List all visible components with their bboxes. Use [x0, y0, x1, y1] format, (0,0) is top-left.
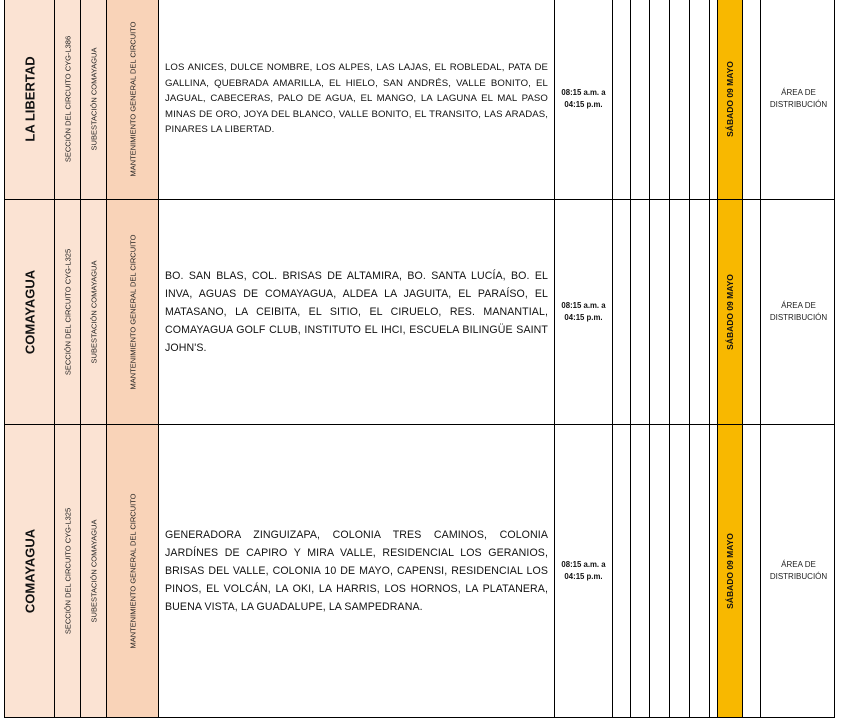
- zones-cell: [159, 425, 555, 717]
- zones-cell: [159, 200, 555, 424]
- table-row: [4, 199, 835, 425]
- date-label: SÁBADO 09 MAYO: [725, 274, 735, 350]
- blank-cell: [670, 0, 690, 199]
- section-cell: [55, 425, 81, 717]
- blank-cell: [743, 200, 761, 424]
- blank-cell: [690, 200, 710, 424]
- blank-cell: [710, 0, 718, 199]
- time-start: 08:15 a.m. a: [561, 560, 606, 569]
- department-cell: [5, 200, 55, 424]
- date-cell: [718, 0, 743, 199]
- area-line2: DISTRIBUCIÓN: [769, 572, 828, 581]
- area-cell: [761, 200, 836, 424]
- date-label: SÁBADO 09 MAYO: [725, 61, 735, 137]
- blank-cell: [631, 0, 650, 199]
- schedule-cell: [555, 0, 613, 199]
- zones-cell: [159, 0, 555, 199]
- time-end: 04:15 p.m.: [564, 100, 603, 109]
- area-line2: DISTRIBUCIÓN: [769, 313, 828, 322]
- blank-cell: [710, 425, 718, 717]
- section-cell: [55, 0, 81, 199]
- table-row: [4, 0, 835, 200]
- date-cell: [718, 425, 743, 717]
- section-cell: [55, 200, 81, 424]
- blank-cell: [613, 425, 631, 717]
- work-type-cell: [107, 0, 159, 199]
- section-label: SECCIÓN DEL CIRCUITO CYG-L325: [63, 507, 72, 635]
- zones-text: GENERADORA ZINGUIZAPA, COLONIA TRES CAMINOS, COLONIA JARDÍNES DE CAPIRO Y MIRA VALLE, RESIDENCIAL LOS GERANIOS, BRISAS DEL VALLE, COLONIA 10 DE MAYO, CAPENSI, RESIDENCIAL LOS PINOS, EL VOLCÁN, LA OKI, LA HARRIS, LOS HORNOS, LA PLATANERA, BUENA VISTA, LA GUADALUPE, LA SAMPEDRANA.: [165, 529, 548, 613]
- time-start: 08:15 a.m. a: [561, 88, 606, 97]
- work-type-label: MANTENIMIENTO GENERAL DEL CIRCUITO: [128, 21, 137, 177]
- time-end: 04:15 p.m.: [564, 313, 603, 322]
- section-label: SECCIÓN DEL CIRCUITO CYG-L386: [63, 35, 72, 163]
- blank-cell: [690, 425, 710, 717]
- blank-cell: [650, 0, 670, 199]
- blank-cell: [743, 425, 761, 717]
- blank-cell: [631, 425, 650, 717]
- substation-label: SUBESTACIÓN COMAYAGUA: [89, 260, 98, 364]
- substation-cell: [81, 425, 107, 717]
- department-cell: [5, 425, 55, 717]
- date-cell: [718, 200, 743, 424]
- substation-cell: [81, 0, 107, 199]
- work-type-cell: [107, 425, 159, 717]
- blank-cell: [670, 425, 690, 717]
- blank-cell: [650, 200, 670, 424]
- blank-cell: [613, 200, 631, 424]
- section-label: SECCIÓN DEL CIRCUITO CYG-L325: [63, 248, 72, 376]
- department-label: COMAYAGUA: [22, 269, 37, 355]
- area-cell: [761, 425, 836, 717]
- substation-label: SUBESTACIÓN COMAYAGUA: [89, 519, 98, 623]
- work-type-label: MANTENIMIENTO GENERAL DEL CIRCUITO: [128, 234, 137, 390]
- blank-cell: [650, 425, 670, 717]
- zones-text: BO. SAN BLAS, COL. BRISAS DE ALTAMIRA, BO. SANTA LUCÍA, BO. EL INVA, AGUAS DE COMAYAGUA, ALDEA LA JAGUITA, EL PARAÍSO, EL MATASANO, LA CEIBITA, EL SITIO, EL CIRUELO, RES. MANANTIAL, COMAYAGUA GOLF CLUB, INSTITUTO EL IHCI, ESCUELA BILINGÜE SAINT JOHN'S.: [165, 270, 548, 354]
- time-start: 08:15 a.m. a: [561, 301, 606, 310]
- area-cell: [761, 0, 836, 199]
- department-label: COMAYAGUA: [22, 528, 37, 614]
- substation-label: SUBESTACIÓN COMAYAGUA: [89, 47, 98, 151]
- area-line1: ÁREA DE: [781, 301, 816, 310]
- work-type-cell: [107, 200, 159, 424]
- substation-cell: [81, 200, 107, 424]
- blank-cell: [613, 0, 631, 199]
- table-row: [4, 424, 835, 718]
- blank-cell: [743, 0, 761, 199]
- department-label: LA LIBERTAD: [22, 56, 37, 142]
- blank-cell: [690, 0, 710, 199]
- time-end: 04:15 p.m.: [564, 572, 603, 581]
- zones-text: LOS ANICES, DULCE NOMBRE, LOS ALPES, LAS LAJAS, EL ROBLEDAL, PATA DE GALLINA, QUEBRADA AMARILLA, EL HIELO, SAN ANDRÉS, VALLE BONITO, EL JAGUAL, CABECERAS, PALO DE AGUA, EL MANGO, LA LAGUNA EL MAL PASO MINAS DE ORO, JOYA DEL BLANCO, VALLE BONITO, EL TRANSITO, LAS ARADAS, PINARES LA LIBERTAD.: [165, 62, 548, 136]
- blank-cell: [710, 200, 718, 424]
- date-label: SÁBADO 09 MAYO: [725, 533, 735, 609]
- schedule-cell: [555, 200, 613, 424]
- area-line2: DISTRIBUCIÓN: [769, 100, 828, 109]
- blank-cell: [670, 200, 690, 424]
- schedule-cell: [555, 425, 613, 717]
- area-line1: ÁREA DE: [781, 88, 816, 97]
- blank-cell: [631, 200, 650, 424]
- work-type-label: MANTENIMIENTO GENERAL DEL CIRCUITO: [128, 493, 137, 649]
- area-line1: ÁREA DE: [781, 560, 816, 569]
- department-cell: [5, 0, 55, 199]
